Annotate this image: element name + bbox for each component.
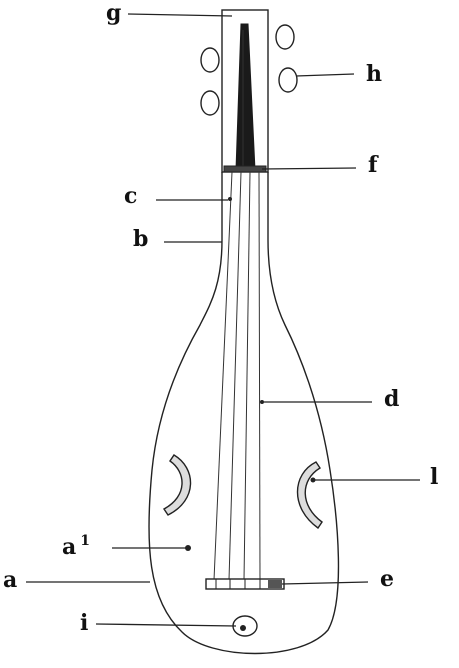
tuning-peg-middle-left: [201, 48, 219, 72]
nut: [224, 166, 266, 172]
label-l: l: [430, 464, 439, 490]
label-i: i: [80, 610, 89, 636]
tuning-peg-lower-left: [201, 91, 219, 115]
pegbox-slot: [236, 24, 255, 170]
point-marker-d: [260, 400, 264, 404]
label-a1-base: a: [62, 534, 77, 560]
string-3: [244, 172, 250, 580]
string-2: [229, 172, 241, 580]
point-marker-l: [311, 478, 316, 483]
label-g: g: [106, 0, 122, 26]
sound-hole-right: [298, 462, 323, 528]
label-f: f: [368, 152, 378, 178]
leader-h: [296, 74, 354, 76]
leader-f: [262, 168, 356, 169]
string-4: [259, 172, 260, 580]
label-a1: [62, 533, 90, 560]
label-e: e: [380, 566, 394, 592]
rosette-dot: [240, 625, 246, 631]
label-c: c: [124, 183, 138, 209]
string-1: [214, 172, 232, 580]
label-a: a: [3, 567, 18, 593]
leader-e: [282, 582, 368, 584]
tuning-peg-upper-right: [276, 25, 294, 49]
tuning-peg-middle-right: [279, 68, 297, 92]
label-h: h: [366, 61, 382, 87]
point-marker-c: [228, 197, 232, 201]
leader-g: [128, 14, 232, 16]
label-a1-sup: 1: [80, 533, 91, 549]
bridge-end-block: [268, 580, 282, 588]
label-d: d: [384, 386, 400, 412]
label-b: b: [133, 226, 149, 252]
sound-hole-left: [164, 455, 191, 515]
leader-i: [96, 624, 236, 626]
